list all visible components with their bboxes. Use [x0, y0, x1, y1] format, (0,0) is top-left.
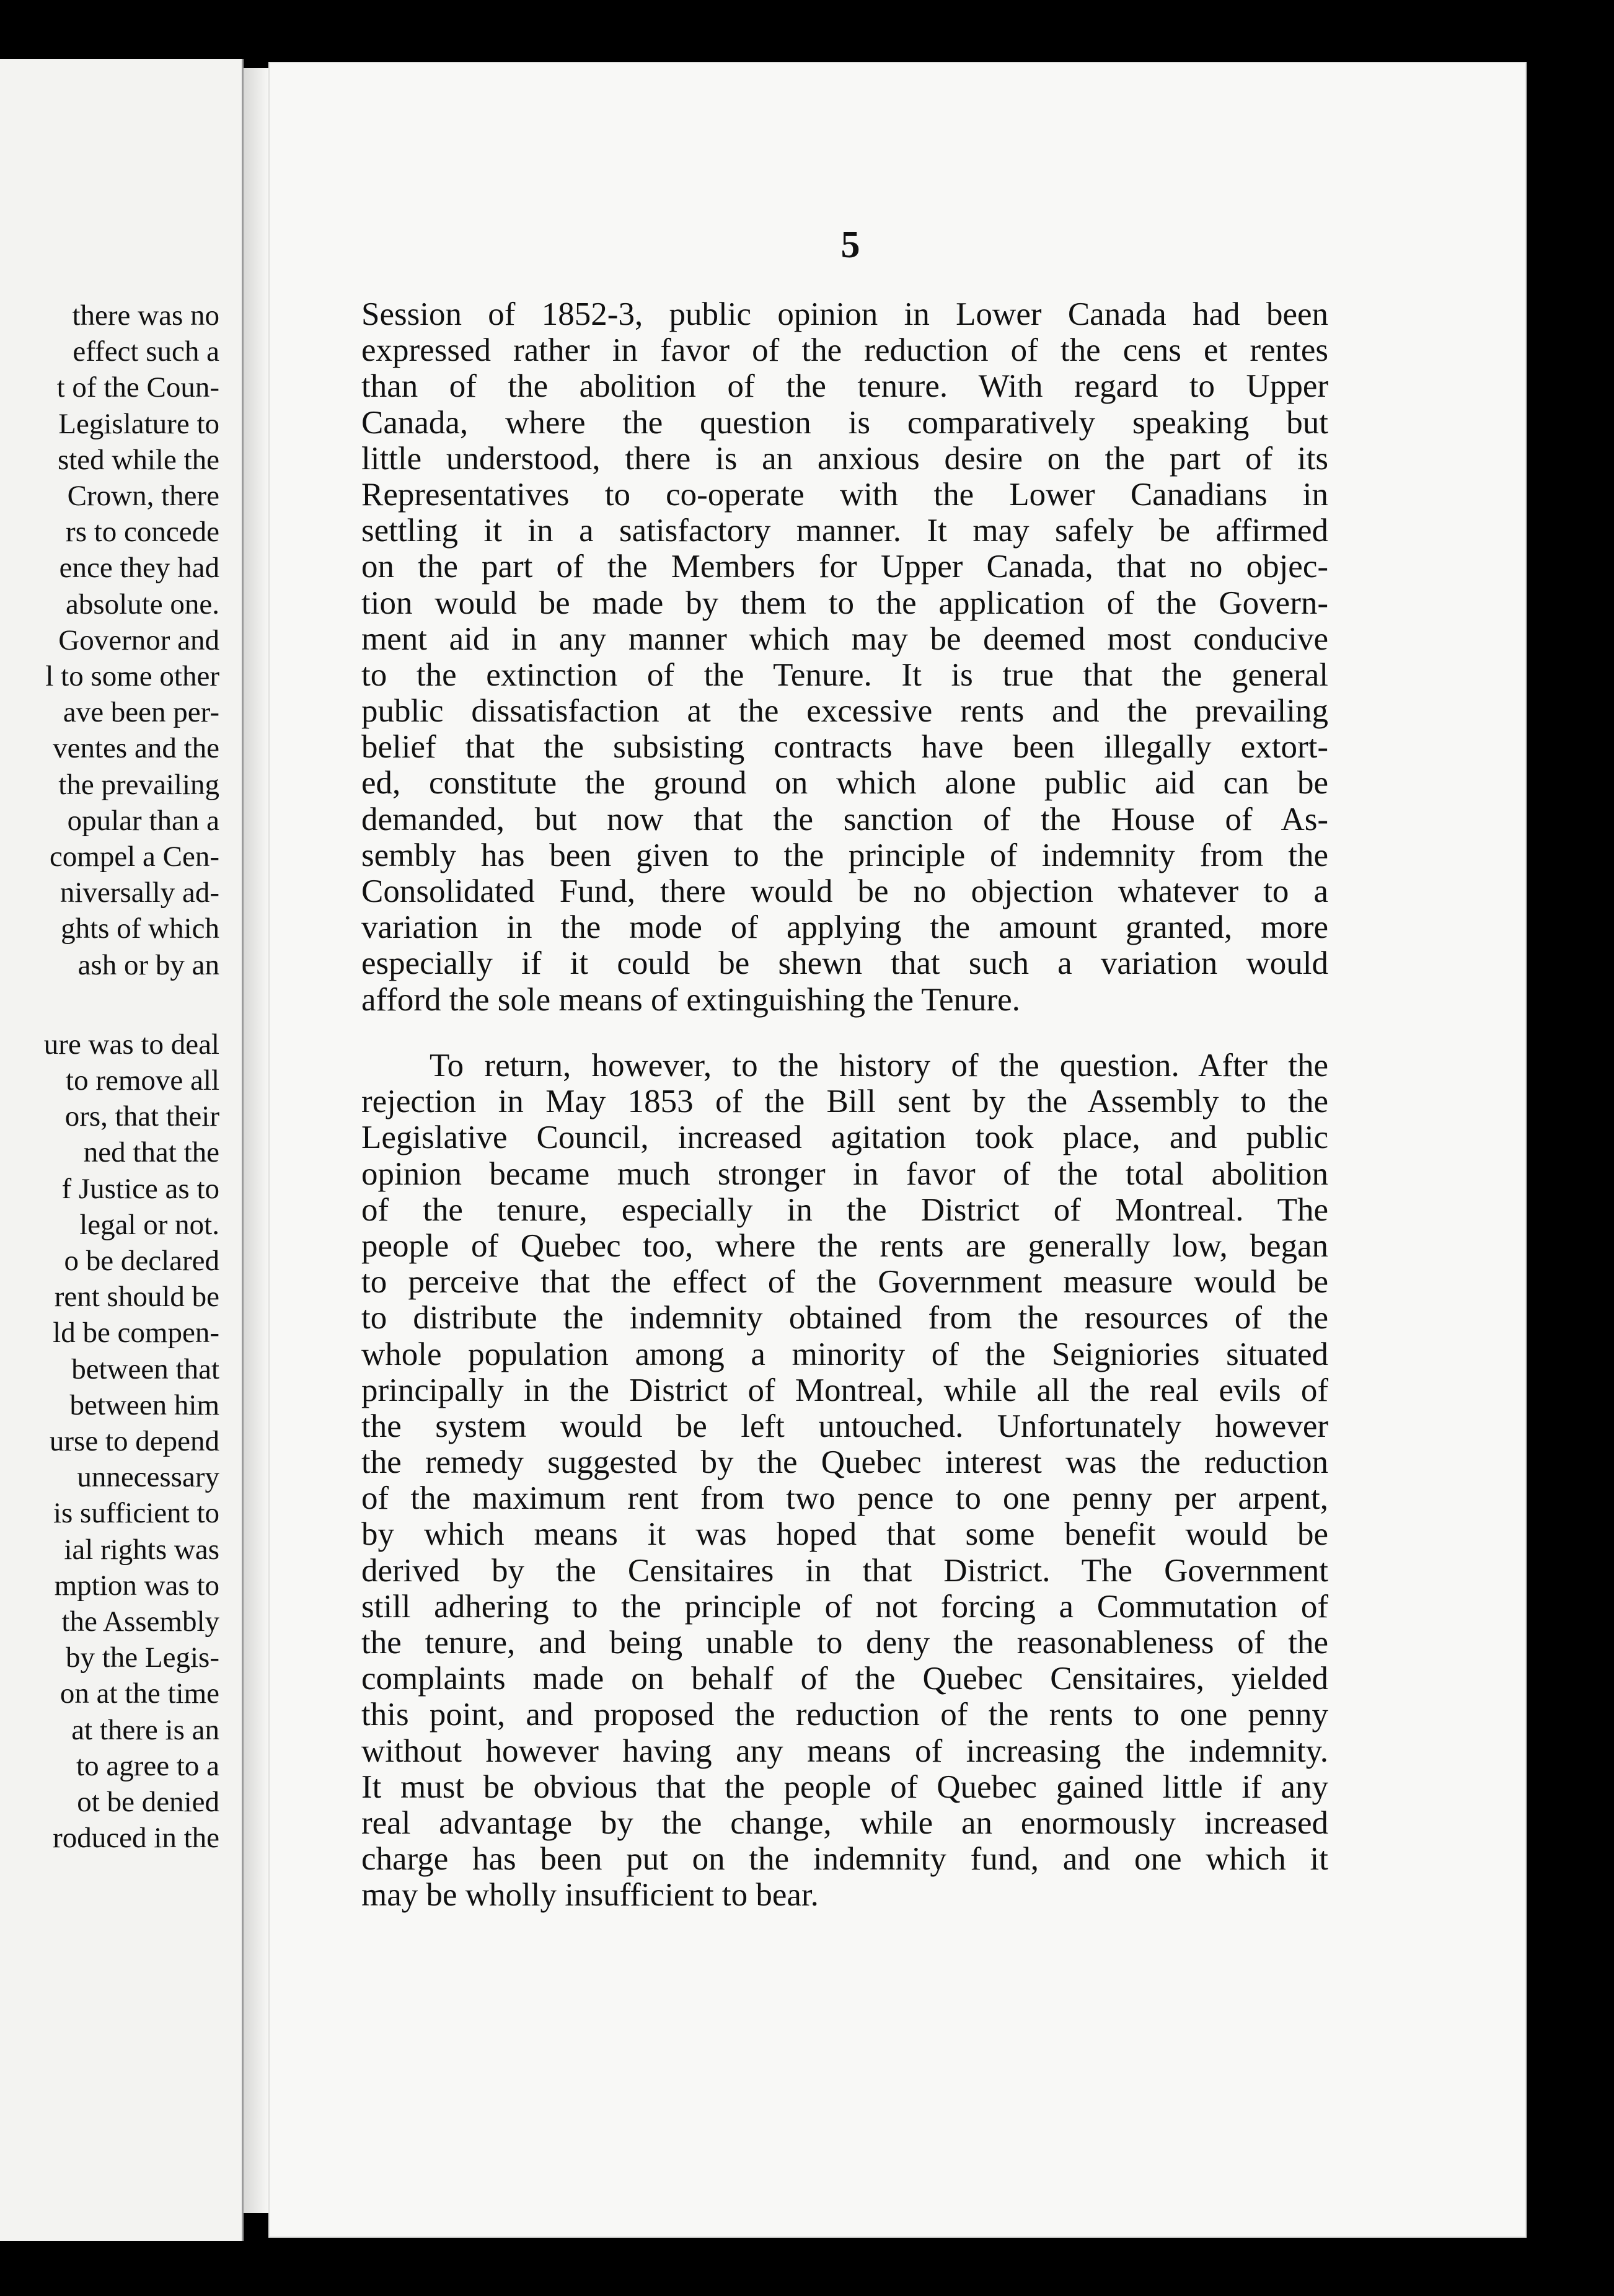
- text-line: real advantage by the change, while an enormously increased: [361, 1804, 1328, 1841]
- left-page-line: ot be denied: [77, 1786, 219, 1818]
- text-line: Representatives to co-operate with the Lower Canadians in: [361, 476, 1328, 513]
- text-line: this point, and proposed the reduction of the rents to one penny: [361, 1697, 1328, 1733]
- text-line: opinion became much stronger in favor of the total abolition: [361, 1155, 1328, 1192]
- left-page-line: o be declared: [64, 1245, 219, 1277]
- paragraph-1: [361, 296, 1328, 1018]
- page-number: 5: [840, 224, 860, 266]
- text-line: by which means it was hoped that some benefit would be: [361, 1516, 1328, 1553]
- left-page-line: f Justice as to: [61, 1172, 219, 1205]
- left-page-line: ash or by an: [77, 948, 219, 981]
- left-page-line: between that: [71, 1353, 219, 1385]
- text-line: Canada, where the question is comparatively speaking but: [361, 404, 1328, 441]
- left-page-line: to remove all: [66, 1064, 219, 1097]
- left-page-line: Legislature to: [58, 407, 219, 440]
- left-page-line: ors, that their: [64, 1100, 219, 1133]
- text-line: demanded, but now that the sanction of the House of As-: [361, 801, 1328, 837]
- left-page-line: niversally ad-: [60, 876, 219, 909]
- left-page-line: opular than a: [67, 804, 219, 837]
- left-page-line: between him: [69, 1389, 219, 1421]
- left-page-line: mption was to: [54, 1569, 219, 1602]
- left-page-line: ned that the: [83, 1136, 219, 1169]
- text-line: the remedy suggested by the Quebec interest was the reduction: [361, 1444, 1328, 1481]
- left-page-line: t of the Coun-: [56, 371, 219, 404]
- left-page-line: the Assembly: [61, 1605, 219, 1638]
- left-page-line: the prevailing: [58, 768, 219, 801]
- left-page-line: is sufficient to: [53, 1497, 219, 1530]
- left-page-line: Crown, there: [67, 480, 219, 512]
- text-line: settling it in a satisfactory manner. It may safely be affirmed: [361, 513, 1328, 549]
- text-line: on the part of the Members for Upper Canada, that no objec-: [361, 549, 1328, 585]
- text-line: the tenure, and being unable to deny the reasonableness of the: [361, 1625, 1328, 1661]
- text-line: complaints made on behalf of the Quebec Censitaires, yielded: [361, 1661, 1328, 1697]
- text-line: public dissatisfaction at the excessive rents and the prevailing: [361, 693, 1328, 730]
- text-line: especially if it could be shewn that such a variation would: [361, 945, 1328, 982]
- text-line: variation in the mode of applying the amount granted, more: [361, 909, 1328, 946]
- text-line: principally in the District of Montreal, while all the real evils of: [361, 1372, 1328, 1408]
- left-page-line: at there is an: [71, 1713, 219, 1746]
- left-page-line: ld be compen-: [53, 1317, 219, 1349]
- left-page-line: by the Legis-: [66, 1641, 219, 1674]
- text-line: Session of 1852-3, public opinion in Lower Canada had been: [361, 296, 1328, 332]
- left-page-line: unnecessary: [77, 1461, 219, 1494]
- left-page-line: l to some other: [45, 660, 219, 692]
- left-page-line: ave been per-: [63, 696, 219, 729]
- left-page-line: compel a Cen-: [49, 841, 219, 873]
- text-line: than of the abolition of the tenure. With regard to Upper: [361, 368, 1328, 405]
- left-page-line: ventes and the: [53, 732, 219, 765]
- text-line: ment aid in any manner which may be deemed most conducive: [361, 620, 1328, 657]
- text-line: to the extinction of the Tenure. It is true that the general: [361, 656, 1328, 693]
- text-line: the system would be left untouched. Unfortunately however: [361, 1408, 1328, 1444]
- text-line: to perceive that the effect of the Government measure would be: [361, 1264, 1328, 1300]
- paragraph-2: [361, 1048, 1328, 1914]
- text-line: To return, however, to the history of the question. After the: [430, 1048, 1328, 1084]
- text-line: rejection in May 1853 of the Bill sent by the Assembly to the: [361, 1084, 1328, 1120]
- text-line: expressed rather in favor of the reduction of the cens et rentes: [361, 332, 1328, 369]
- text-line: derived by the Censitaires in that District. The Government: [361, 1552, 1328, 1589]
- left-page-line: sted while the: [57, 443, 219, 476]
- text-line: may be wholly insufficient to bear.: [361, 1877, 819, 1914]
- text-line: of the tenure, especially in the District of Montreal. The: [361, 1191, 1328, 1228]
- left-page-line: roduced in the: [53, 1822, 219, 1855]
- left-page-line: Governor and: [58, 624, 219, 656]
- text-line: to distribute the indemnity obtained from the resources of the: [361, 1300, 1328, 1336]
- left-page-line: ence they had: [59, 552, 219, 585]
- text-line: Consolidated Fund, there would be no objection whatever to a: [361, 873, 1328, 909]
- text-line: whole population among a minority of the Seigniories situated: [361, 1336, 1328, 1372]
- left-page-line: rs to concede: [66, 516, 219, 549]
- text-line: It must be obvious that the people of Quebec gained little if any: [361, 1768, 1328, 1805]
- text-line: without however having any means of increasing the indemnity.: [361, 1733, 1328, 1769]
- left-page-line: on at the time: [60, 1677, 219, 1710]
- text-line: ed, constitute the ground on which alone public aid can be: [361, 765, 1328, 801]
- text-line: charge has been put on the indemnity fund, and one which it: [361, 1841, 1328, 1878]
- left-page-line: ghts of which: [61, 912, 219, 945]
- text-line: Legislative Council, increased agitation took place, and public: [361, 1119, 1328, 1156]
- left-page-line: ial rights was: [64, 1533, 219, 1566]
- text-line: sembly has been given to the principle of indemnity from the: [361, 837, 1328, 873]
- left-page-line: there was no: [72, 299, 219, 332]
- text-line: still adhering to the principle of not forcing a Commutation of: [361, 1588, 1328, 1625]
- book-gutter: [244, 68, 268, 2213]
- text-line: belief that the subsisting contracts have been illegally extort-: [361, 729, 1328, 766]
- left-page-line: to agree to a: [76, 1749, 219, 1782]
- left-page-fragment: [0, 59, 244, 2241]
- left-page-line: ure was to deal: [43, 1028, 219, 1061]
- text-line: of the maximum rent from two pence to one penny per arpent,: [361, 1480, 1328, 1517]
- left-page-line: rent should be: [54, 1281, 219, 1314]
- text-line: little understood, there is an anxious desire on the part of its: [361, 440, 1328, 477]
- left-page-line: urse to depend: [49, 1425, 219, 1457]
- text-line: afford the sole means of extinguishing the Tenure.: [361, 981, 1020, 1018]
- left-page-line: absolute one.: [66, 588, 219, 620]
- text-line: people of Quebec too, where the rents are generally low, began: [361, 1227, 1328, 1264]
- text-line: tion would be made by them to the application of the Govern-: [361, 585, 1328, 621]
- left-page-line: effect such a: [73, 335, 219, 368]
- left-page-line: legal or not.: [79, 1208, 219, 1241]
